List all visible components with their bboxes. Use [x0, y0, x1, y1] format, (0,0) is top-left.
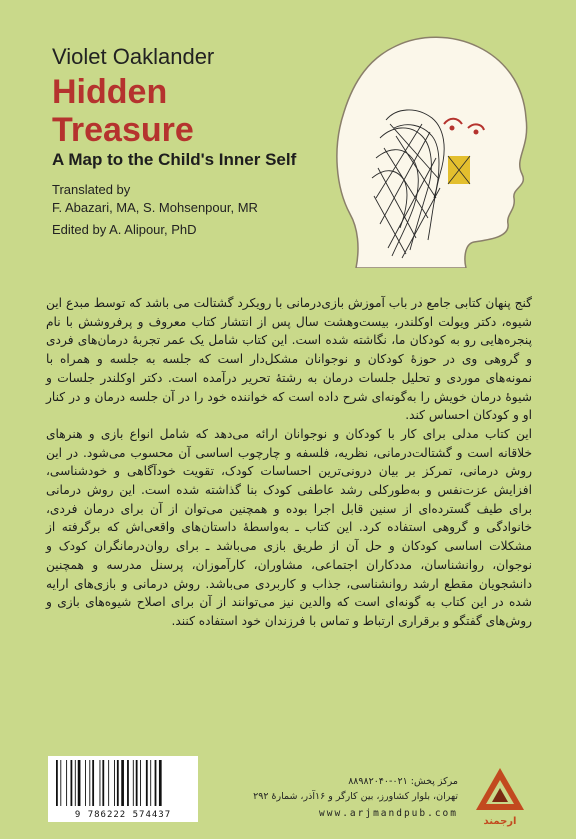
translators-names: F. Abazari, MA, S. Mohsenpour, MR — [52, 200, 258, 215]
publisher-website: www.arjmandpub.com — [319, 808, 458, 819]
publisher-phone: مرکز پخش: ۰۲۱-۸۸۹۸۲۰۴۰ — [348, 776, 458, 787]
book-description — [46, 294, 532, 631]
book-title-line1: Hidden — [52, 73, 168, 111]
publisher-logo-icon — [474, 766, 526, 814]
book-title-line2: Treasure — [52, 111, 194, 149]
author-name: Violet Oaklander — [52, 44, 215, 69]
child-head-illustration — [336, 28, 536, 268]
description-paragraph-2: این کتاب مدلی برای کار با کودکان و نوجوانان ارائه می‌دهد که شامل انواع بازی و هنرهای خلاقانه است و گشتالت‌درمانی، نظریه، فلسفه و چارچوب اساسی آن محسوب می‌شود. در این روش درمانی، تمرکز بر بیان درونی‌ترین احساسات کودک، تقویت خودآگاهی و خودشناسی، افزایش عزت‌نفس و به‌طورکلی رشد عاطفی کودک بنا گذاشته شده است. این روش درمانی برای طیف گسترده‌ای از سنین قابل اجرا بوده و همچنین می‌توان از آن برای درمان فردی، خانوادگی و گروهی استفاده کرد. این کتاب ـ به‌واسطهٔ داستان‌های واقعی‌اش که برگرفته از مشکلات اساسی کودکان و حل آن از طریق بازی می‌باشد ـ برای روان‌درمانگران کودک و نوجوان، روانشناسان، مددکاران اجتماعی، مشاوران، کارآموزان، پرسنل مدرسه و همچنین دانشجویان مقطع ارشد روانشناسی، جذاب و کاربردی می‌باشد. روش درمانی و بازی‌های ارایه شده در این کتاب به گونه‌ای است که والدین نیز می‌توانند از آن برای اصلاح شیوه‌های بازی و روش‌های گفتگو و برقراری ارتباط و تماس با فرزندان خود استفاده کنند. — [46, 426, 532, 628]
barcode-number: 9 786222 574437 — [74, 810, 172, 820]
description-paragraph-1: گنج پنهان کتابی جامع در باب آموزش بازی‌درمانی با رویکرد گشتالت می باشد که توسط مبدع این شیوه، دکتر ویولت اوکلندر، بیست‌وهشت سال پس از انتشار کتاب معروف و پرفروشش با نام پنجره‌هایی رو به کودکان ما، نگاشته شده است. این کتاب شامل یک عمر تجربهٔ درمان‌های فردی و گروهی وی در حوزهٔ کودکان و نوجوانان مشکل‌دار است که جلسه به جلسه و همراه با نمونه‌های موردی و تحلیل جلسات درمان به رشتهٔ تحریر درآمده است. دکتر اوکلندر جلسات و شیوهٔ درمان خویش را به‌گونه‌ای شرح داده است که خواننده خود را در آن جلسه درمان و در کنار او و کودکان احساس کند. — [46, 296, 532, 423]
isbn-barcode — [48, 756, 198, 822]
editor-credit: Edited by A. Alipour, PhD — [52, 222, 197, 237]
publisher-address: تهران، بلوار کشاورز، بین کارگر و ۱۶آذر، شمارهٔ ۲۹۲ — [253, 791, 458, 802]
publisher-logo-text: ارجمند — [483, 816, 517, 827]
barcode-bars — [54, 760, 192, 806]
book-subtitle: A Map to the Child's Inner Self — [52, 150, 297, 169]
translated-by-label: Translated by — [52, 182, 131, 197]
